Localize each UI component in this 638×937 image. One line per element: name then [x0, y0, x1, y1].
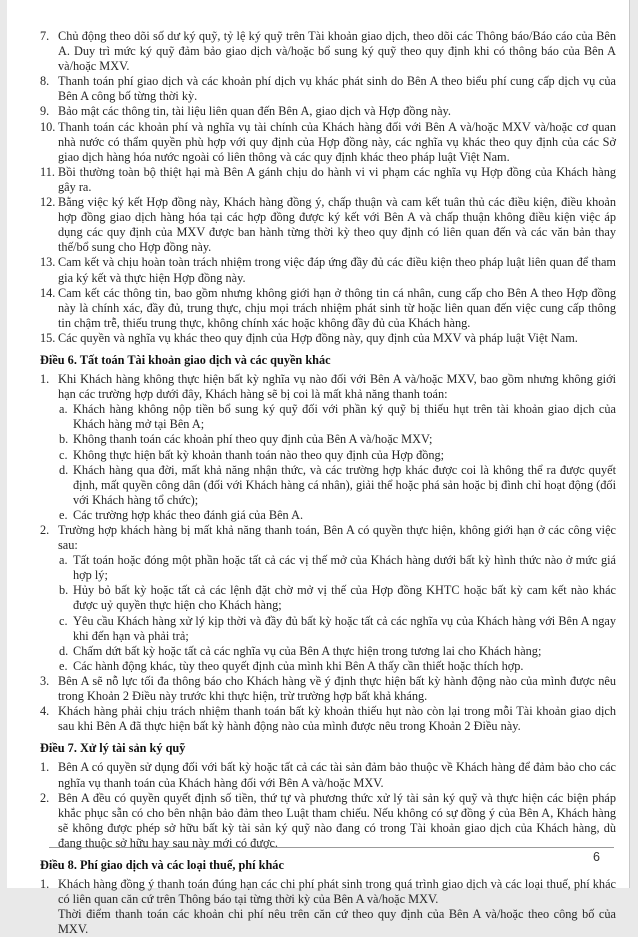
list-item — [40, 463, 616, 508]
list-item — [40, 195, 616, 255]
list-item-text: Khách hàng không nộp tiền bổ sung ký quỹ đối với phần ký quỹ bị thiếu hụt trên tài khoản giao dịch của Khách hàng mở tại Bên A; — [73, 402, 616, 432]
list-item-number: b. — [59, 583, 69, 598]
list-item-number: d. — [59, 643, 69, 658]
list-item-text: Khách hàng đồng ý thanh toán đúng hạn các chi phí phát sinh trong quá trình giao dịch và các loại thuế, phí khác có liên quan căn cứ trên Thông báo tại từng thời kỳ của Bên A và/hoặc MXV. — [58, 877, 616, 907]
list-item — [40, 674, 616, 704]
list-item — [40, 120, 616, 165]
page-footer — [49, 847, 614, 864]
list-item-number: 1. — [40, 372, 50, 387]
list-item-text: Trường hợp khách hàng bị mất khả năng thanh toán, Bên A có quyền thực hiện, không giới hạn ở các công việc sau: — [58, 523, 616, 553]
list-item — [40, 877, 616, 907]
list-item — [40, 583, 616, 613]
list-item-number: e. — [59, 507, 68, 522]
list-item-number: b. — [59, 432, 69, 447]
list-item-text: Hủy bỏ bất kỳ hoặc tất cả các lệnh đặt chờ mở vị thế của Hợp đồng KHTC hoặc bất kỳ cam kết nào khác được uỷ quyền thực hiện cho Khách hàng; — [73, 583, 616, 613]
list-item-text: Cam kết và chịu hoàn toàn trách nhiệm trong việc đáp ứng đầy đủ các điều kiện theo pháp luật liên quan để tham gia ký kết và thực hiện Hợp đồng này. — [58, 255, 616, 285]
list-item-number: 9. — [40, 104, 50, 119]
list-item-text: Chủ động theo dõi số dư ký quỹ, tỷ lệ ký quỹ trên Tài khoản giao dịch, theo dõi các Thông báo/Báo cáo của Bên A. Duy trì mức ký quỹ đảm bảo giao dịch và/hoặc bổ sung ký quỹ theo quy định khi có thông báo của Bên A và/hoặc MXV. — [58, 29, 616, 74]
list-item — [40, 448, 616, 463]
list-item — [40, 286, 616, 331]
list-item-number: a. — [59, 402, 68, 417]
list-item-text: Không thanh toán các khoản phí theo quy định của Bên A và/hoặc MXV; — [73, 432, 433, 447]
list-item-number: d. — [59, 462, 69, 477]
list-item-number: 13. — [40, 255, 56, 270]
list-item-number: 2. — [40, 523, 50, 537]
list-item-number: 14. — [40, 285, 56, 300]
list-item — [40, 372, 616, 402]
list-item — [40, 614, 616, 644]
list-item-number: 1. — [40, 877, 50, 892]
list-item-text: Bồi thường toàn bộ thiệt hại mà Bên A gánh chịu do hành vi vi phạm các nghĩa vụ Hợp đồng của Khách hàng gây ra. — [58, 164, 616, 194]
document-body — [40, 29, 616, 937]
list-item — [40, 255, 616, 285]
list-item-number: 12. — [40, 195, 56, 210]
list-item-text: Các trường hợp khác theo đánh giá của Bên A. — [73, 507, 304, 522]
list-item-text: Các quyền và nghĩa vụ khác theo quy định của Hợp đồng này, quy định của MXV và pháp luật Việt Nam. — [58, 330, 578, 345]
list-item — [40, 165, 616, 195]
list-item-text: Bên A sẽ nỗ lực tối đa thông báo cho Khách hàng về ý định thực hiện bất kỳ hành động nào của mình được nêu trong Khoản 2 Điều này trước khi thực hiện, trừ trường hợp bất khả kháng. — [58, 673, 616, 704]
list-item-text: Thanh toán phí giao dịch và các khoản phí dịch vụ khác phát sinh do Bên A theo biểu phí cung cấp dịch vụ của Bên A công bố từng thời kỳ. — [58, 74, 616, 104]
list-item-text: Các hành động khác, tùy theo quyết định của mình khi Bên A thấy cần thiết hoặc thích hợp. — [73, 658, 524, 673]
list-item — [40, 402, 616, 432]
list-item-number: c. — [59, 447, 68, 462]
list-item-number: 4. — [40, 704, 50, 719]
paragraph: Thời điểm thanh toán các khoản chi phí nêu trên căn cứ theo quy định của Bên A và/hoặc theo công bố của MXV. — [58, 907, 616, 937]
page-number: 6 — [593, 850, 600, 864]
list-item-text: Bằng việc ký kết Hợp đồng này, Khách hàng đồng ý, chấp thuận và cam kết tuân thủ các điều kiện, điều khoản hợp đồng giao dịch hàng hóa tại các hợp đồng được ký kết với Bên A và chấp thuận không điều kiện việc áp dụng các quy định của MXV được ban hành từng thời kỳ theo quy định có liên quan đến và các văn bản thay thế/bổ sung cho Hợp đồng này. — [58, 195, 616, 255]
list-item — [40, 523, 616, 553]
list-item — [40, 553, 616, 583]
list-item — [40, 644, 616, 659]
list-item — [40, 432, 616, 447]
section-heading: Điều 6. Tất toán Tài khoản giao dịch và các quyền khác — [40, 352, 331, 367]
list-item-text: Yêu cầu Khách hàng xử lý kịp thời và đầy đủ bất kỳ hoặc tất cả các nghĩa vụ của Khách hàng với Bên A ngay khi đến hạn và phải trả; — [73, 613, 616, 643]
list-item — [40, 791, 616, 851]
list-item-number: 7. — [40, 29, 50, 43]
list-item — [40, 659, 616, 674]
list-item — [40, 29, 616, 74]
document-page — [7, 0, 630, 937]
list-item — [40, 760, 616, 790]
list-item-number: 2. — [40, 790, 50, 805]
list-item-number: 11. — [40, 164, 55, 179]
list-item-text: Không thực hiện bất kỳ khoản thanh toán nào theo quy định của Hợp đồng; — [73, 447, 445, 462]
list-item-number: c. — [59, 613, 68, 628]
list-item-text: Khách hàng qua đời, mất khả năng nhận thức, và các trường hợp khác được coi là không thể ra được quyết định, mất quyền công dân (đối với Khách hàng cá nhân), giải thể hoặc phá sản hoặc bị đình chỉ hoạt động (đối với Khách hàng tổ chức); — [73, 462, 616, 507]
list-item-number: 1. — [40, 760, 50, 775]
list-item-text: Bên A đều có quyền quyết định số tiền, thứ tự và phương thức xử lý tài sản ký quỹ và thực hiện các biện pháp khắc phục sẵn có cho bên nhận bảo đảm theo Luật tham chiếu. Nếu không có sự đồng ý của Bên A, Khách hàng sẽ không được phép sở hữu bất kỳ tài sản ký quỹ nào đang có trong Tài khoản giao dịch của Khách hàng, dù đang thuộc sở hữu hay sau này mới có được. — [58, 790, 616, 850]
list-item-text: Khi Khách hàng không thực hiện bất kỳ nghĩa vụ nào đối với Bên A và/hoặc MXV, bao gồm nhưng không giới hạn các trường hợp dưới đây, Khách hàng sẽ bị coi là mất khả năng thanh toán: — [58, 372, 616, 402]
list-item-number: 15. — [40, 330, 56, 345]
list-item-text: Cam kết các thông tin, bao gồm nhưng không giới hạn ở thông tin cá nhân, cung cấp cho Bên A theo Hợp đồng này là chính xác, đầy đủ, trung thực, chịu mọi trách nhiệm phát sinh từ hoặc liên quan đến việc cung cấp thông tin chậm trễ, thiếu trung thực, không chính xác hoặc không đầy đủ của Khách hàng. — [58, 285, 616, 330]
list-item-number: 3. — [40, 673, 50, 688]
list-item — [40, 331, 616, 346]
list-item-text: Tất toán hoặc đóng một phần hoặc tất cả các vị thế mở của Khách hàng dưới bất kỳ hình thức nào ở mức giá hợp lý; — [73, 553, 616, 583]
list-item — [40, 74, 616, 104]
list-item-number: 8. — [40, 74, 50, 89]
list-item — [40, 508, 616, 523]
list-item-text: Khách hàng phải chịu trách nhiệm thanh toán bất kỳ khoản thiếu hụt nào còn lại trong mỗi Tài khoản giao dịch sau khi Bên A đã thực hiện bất kỳ hành động nào của mình được nêu trong Khoản 2 Điều này. — [58, 704, 616, 734]
list-item-number: 10. — [40, 119, 56, 134]
list-item — [40, 104, 616, 119]
list-item-number: a. — [59, 553, 68, 568]
list-item-number: e. — [59, 658, 68, 673]
list-item-text: Bên A có quyền sử dụng đối với bất kỳ hoặc tất cả các tài sản đảm bảo thuộc về Khách hàng để đảm bảo cho các nghĩa vụ thanh toán của Khách hàng đối với Bên A và/hoặc MXV. — [58, 760, 616, 790]
list-item — [40, 704, 616, 734]
section-heading: Điều 7. Xử lý tài sản ký quỹ — [40, 741, 186, 756]
list-item-text: Thanh toán các khoản phí và nghĩa vụ tài chính của Khách hàng đối với Bên A và/hoặc MXV và/hoặc cơ quan nhà nước có thẩm quyền phù hợp với quy định của Hợp đồng này, các nghĩa vụ khác theo quy định của các Sở giao dịch hàng hóa nước ngoài có liên thông và các quy định khác theo pháp luật Việt Nam. — [58, 119, 616, 164]
list-item-text: Bảo mật các thông tin, tài liệu liên quan đến Bên A, giao dịch và Hợp đồng này. — [58, 104, 451, 119]
list-item-text: Chấm dứt bất kỳ hoặc tất cả các nghĩa vụ của Bên A thực hiện trong tương lai cho Khách hàng; — [73, 643, 542, 658]
section-heading: Điều 8. Phí giao dịch và các loại thuế, phí khác — [40, 857, 284, 872]
